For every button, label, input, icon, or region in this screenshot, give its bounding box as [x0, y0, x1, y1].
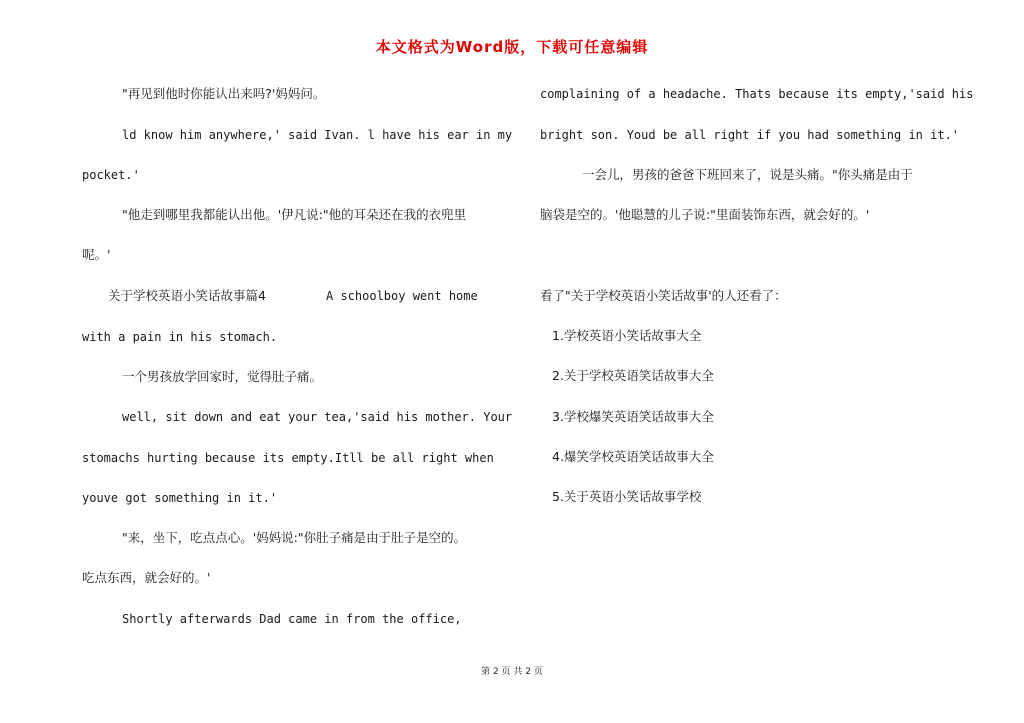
paragraph-line: Shortly afterwards Dad came in from the office, [122, 612, 462, 626]
related-link[interactable]: 5.关于英语小笑话故事学校 [552, 489, 702, 504]
paragraph-line: 呢。' [82, 247, 111, 262]
paragraph-line: with a pain in his stomach. [82, 330, 278, 344]
paragraph-line: 吃点东西，就会好的。' [82, 570, 211, 585]
paragraph-line: 一会儿，男孩的爸爸下班回来了，说是头痛。"你头痛是由于 [582, 167, 913, 182]
related-link[interactable]: 4.爆笑学校英语笑话故事大全 [552, 449, 714, 464]
paragraph-line: bright son. Youd be all right if you had something in it.' [540, 128, 960, 142]
paragraph-line: A schoolboy went home [326, 289, 478, 303]
document-banner: 本文格式为Word版，下载可任意编辑 [375, 38, 649, 56]
paragraph-line: "他走到哪里我都能认出他。'伊凡说:"他的耳朵还在我的衣兜里 [122, 207, 467, 222]
related-link[interactable]: 2.关于学校英语笑话故事大全 [552, 368, 714, 383]
related-heading: 看了"关于学校英语小笑话故事'的人还看了： [540, 288, 787, 303]
paragraph-line: 脑袋是空的。'他聪慧的儿子说:"里面装饰东西，就会好的。' [540, 207, 870, 222]
section-heading: 关于学校英语小笑话故事篇4 [108, 288, 266, 303]
paragraph-line: youve got something in it.' [82, 491, 278, 505]
paragraph-line: stomachs hurting because its empty.Itll be all right when [82, 451, 494, 465]
paragraph-line: complaining of a headache. Thats because its empty,'said his [540, 87, 974, 101]
paragraph-line: pocket.' [82, 168, 140, 182]
related-link[interactable]: 3.学校爆笑英语笑话故事大全 [552, 409, 714, 424]
related-link[interactable]: 1.学校英语小笑话故事大全 [552, 328, 702, 343]
paragraph-line: "再见到他时你能认出来吗?'妈妈问。 [122, 86, 326, 101]
page-number-footer: 第 2 页 共 2 页 [481, 667, 543, 677]
paragraph-line: "来，坐下，吃点点心。'妈妈说:"你肚子痛是由于肚子是空的。 [122, 530, 467, 545]
paragraph-line: well, sit down and eat your tea,'said his mother. Your [122, 410, 513, 424]
paragraph-line: 一个男孩放学回家时，觉得肚子痛。 [122, 369, 323, 384]
paragraph-line: ld know him anywhere,' said Ivan. l have his ear in my [122, 128, 513, 142]
